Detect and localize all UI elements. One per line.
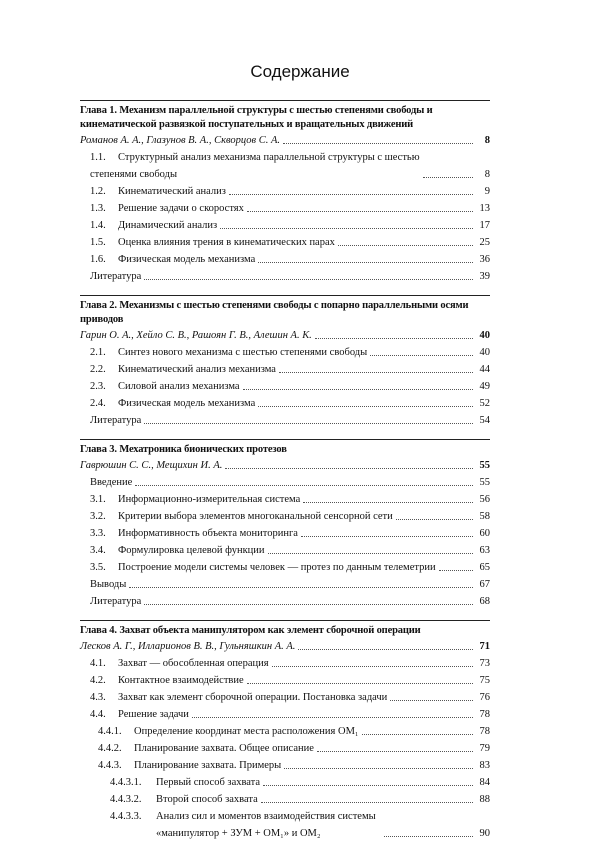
entry-number: 2.1. [90,347,106,358]
entry-number: 4.4.3. [98,760,122,771]
entry-text: Динамический анализ [118,220,218,231]
entry-number: 4.4.2. [98,743,122,754]
entry-number: 4.2. [90,675,106,686]
dot-leader [258,262,473,263]
toc-entry [80,251,490,268]
toc-entry [80,361,490,378]
page-number: 58 [479,511,490,522]
entry-text: Литература [90,271,142,282]
page-number: 55 [479,460,490,471]
dot-leader [284,768,473,769]
entry-text: Планирование захвата. Примеры [134,760,282,771]
dot-leader [396,519,473,520]
entry-number: 2.4. [90,398,106,409]
page-number: 67 [479,579,490,590]
entry-number: 4.4.3.2. [110,794,142,805]
dot-leader [268,553,473,554]
toc-entry [80,593,490,610]
page-number: 90 [479,828,490,839]
entry-text: Захват как элемент сборочной операции. Постановка задачи [118,692,388,703]
entry-text: Второй способ захвата [156,794,258,805]
dot-leader [390,700,473,701]
dot-leader [272,666,473,667]
page-number: 73 [479,658,490,669]
page-number: 36 [479,254,490,265]
page-number: 39 [479,271,490,282]
toc-entry [80,508,490,525]
entry-number: 3.2. [90,511,106,522]
entry-number: 2.3. [90,381,106,392]
entry-text: Информативность объекта мониторинга [118,528,298,539]
entry-text: Построение модели системы человек — протез по данным телеметрии [118,562,436,573]
authors-text: Гарин О. А., Хейло С. В., Рашоян Г. В., Алешин А. К. [80,330,312,341]
authors-text: Гаврюшин С. С., Мещихин И. А. [80,460,223,471]
page-number: 76 [479,692,490,703]
dot-leader [384,836,473,837]
chapter-title: Глава 2. Механизмы с шестью степенями свободы с попарно параллельными осями приводов [80,300,469,325]
dot-leader [261,802,473,803]
toc-entry [80,234,490,251]
entry-number: 1.4. [90,220,106,231]
toc-entry [80,525,490,542]
entry-text: Контактное взаимодействие [118,675,244,686]
entry-text: Анализ сил и моментов взаимодействия системы «манипулятор + ЗУМ + ОМ₁» и ОМ₂ [156,811,376,839]
page-number: 63 [479,545,490,556]
page-number: 52 [479,398,490,409]
toc-entry [80,474,490,491]
entry-text: Информационно-измерительная система [118,494,301,505]
dot-leader [192,717,473,718]
entry-text: Введение [90,477,133,488]
toc-entry [80,378,490,395]
chapter-1 [80,100,490,285]
dot-leader [144,279,473,280]
entry-text: Первый способ захвата [156,777,261,788]
entry-text: Захват — обособленная операция [118,658,269,669]
toc-entry [80,740,490,757]
chapter-2 [80,295,490,429]
chapter-title: Глава 3. Мехатроника бионических протезов [80,444,287,455]
toc-entry [80,655,490,672]
toc-entry [80,791,490,808]
entry-text: Литература [90,596,142,607]
entry-text: Синтез нового механизма с шестью степенями свободы [118,347,368,358]
dot-leader [362,734,473,735]
dot-leader [338,245,473,246]
chapter-authors [80,132,490,149]
dot-leader [317,751,473,752]
chapter-authors [80,638,490,655]
chapter-title: Глава 1. Механизм параллельной структуры с шестью степенями свободы и кинематической развязкой поступательных и вращательных движений [80,105,433,130]
dot-leader [370,355,473,356]
page-number: 25 [479,237,490,248]
chapter-authors [80,327,490,344]
entry-text: Определение координат места расположения ОМ₁ [134,726,359,737]
dot-leader [298,649,473,650]
entry-number: 1.2. [90,186,106,197]
page-number: 71 [479,641,490,652]
entry-text: Критерии выбора элементов многоканальной сенсорной сети [118,511,393,522]
entry-text: Формулировка целевой функции [118,545,265,556]
dot-leader [423,177,473,178]
entry-number: 3.5. [90,562,106,573]
chapter-title: Глава 4. Захват объекта манипулятором как элемент сборочной операции [80,625,421,636]
entry-number: 4.4.1. [98,726,122,737]
page-number: 9 [484,186,490,197]
page-number: 8 [484,169,490,180]
toc-entry [80,774,490,791]
page-number: 65 [479,562,490,573]
toc-entry [80,706,490,723]
entry-text: Оценка влияния трения в кинематических парах [118,237,335,248]
dot-leader [225,468,473,469]
page-number: 68 [479,596,490,607]
toc-entry [80,344,490,361]
entry-number: 4.4. [90,709,106,720]
dot-leader [263,785,473,786]
dot-leader [303,502,473,503]
toc-entry [80,808,490,842]
page-number: 8 [484,135,490,146]
dot-leader [220,228,473,229]
page-number: 17 [479,220,490,231]
toc-entry [80,412,490,429]
entry-text: Литература [90,415,142,426]
entry-text: Кинематический анализ механизма [118,364,276,375]
entry-text: Кинематический анализ [118,186,226,197]
toc-entry [80,149,490,183]
authors-text: Лесков А. Г., Илларионов В. В., Гульняшкин А. А. [80,641,296,652]
toc-entry [80,542,490,559]
entry-number: 1.1. [90,152,106,163]
page-number: 79 [479,743,490,754]
dot-leader [301,536,473,537]
entry-number: 1.3. [90,203,106,214]
entry-number: 4.3. [90,692,106,703]
dot-leader [315,338,473,339]
page-number: 44 [479,364,490,375]
page-number: 88 [479,794,490,805]
entry-number: 3.4. [90,545,106,556]
entry-text: Решение задачи о скоростях [118,203,244,214]
toc-entry [80,723,490,740]
toc-entry [80,217,490,234]
table-of-contents [80,100,490,852]
entry-text: Решение задачи [118,709,189,720]
page-number: 54 [479,415,490,426]
page-number: 56 [479,494,490,505]
page-number: 83 [479,760,490,771]
page-number: 75 [479,675,490,686]
page-number: 60 [479,528,490,539]
toc-entry [80,183,490,200]
toc-entry [80,576,490,593]
entry-number: 2.2. [90,364,106,375]
dot-leader [283,143,473,144]
entry-number: 1.6. [90,254,106,265]
entry-number: 3.3. [90,528,106,539]
page-title: Содержание [250,62,350,81]
toc-entry [80,200,490,217]
entry-number: 1.5. [90,237,106,248]
dot-leader [258,406,473,407]
entry-number: 3.1. [90,494,106,505]
page-number: 55 [479,477,490,488]
toc-entry [80,395,490,412]
dot-leader [247,211,473,212]
entry-text: Структурный анализ механизма параллельной структуры с шестью степенями свободы [90,152,420,180]
entry-text: Силовой анализ механизма [118,381,240,392]
entry-text: Физическая модель механизма [118,398,256,409]
dot-leader [135,485,473,486]
entry-number: 4.4.3.3. [110,811,142,822]
dot-leader [279,372,473,373]
dot-leader [247,683,473,684]
toc-entry [80,268,490,285]
toc-entry [80,757,490,774]
page-number: 13 [479,203,490,214]
chapter-authors [80,457,490,474]
dot-leader [439,570,473,571]
entry-number: 4.4.3.1. [110,777,142,788]
dot-leader [243,389,473,390]
entry-text: Выводы [90,579,127,590]
authors-text: Романов А. А., Глазунов В. А., Скворцов С. А. [80,135,281,146]
chapter-3 [80,439,490,610]
dot-leader [144,423,473,424]
entry-number: 4.1. [90,658,106,669]
entry-text: Планирование захвата. Общее описание [134,743,314,754]
toc-entry [80,689,490,706]
entry-text: Физическая модель механизма [118,254,256,265]
page-number: 40 [479,347,490,358]
dot-leader [129,587,473,588]
page-number: 49 [479,381,490,392]
page-number: 40 [479,330,490,341]
toc-entry [80,559,490,576]
toc-entry [80,672,490,689]
dot-leader [229,194,473,195]
page-number: 84 [479,777,490,788]
page-number: 78 [479,726,490,737]
page-number: 78 [479,709,490,720]
toc-entry [80,491,490,508]
dot-leader [144,604,473,605]
chapter-4 [80,620,490,842]
